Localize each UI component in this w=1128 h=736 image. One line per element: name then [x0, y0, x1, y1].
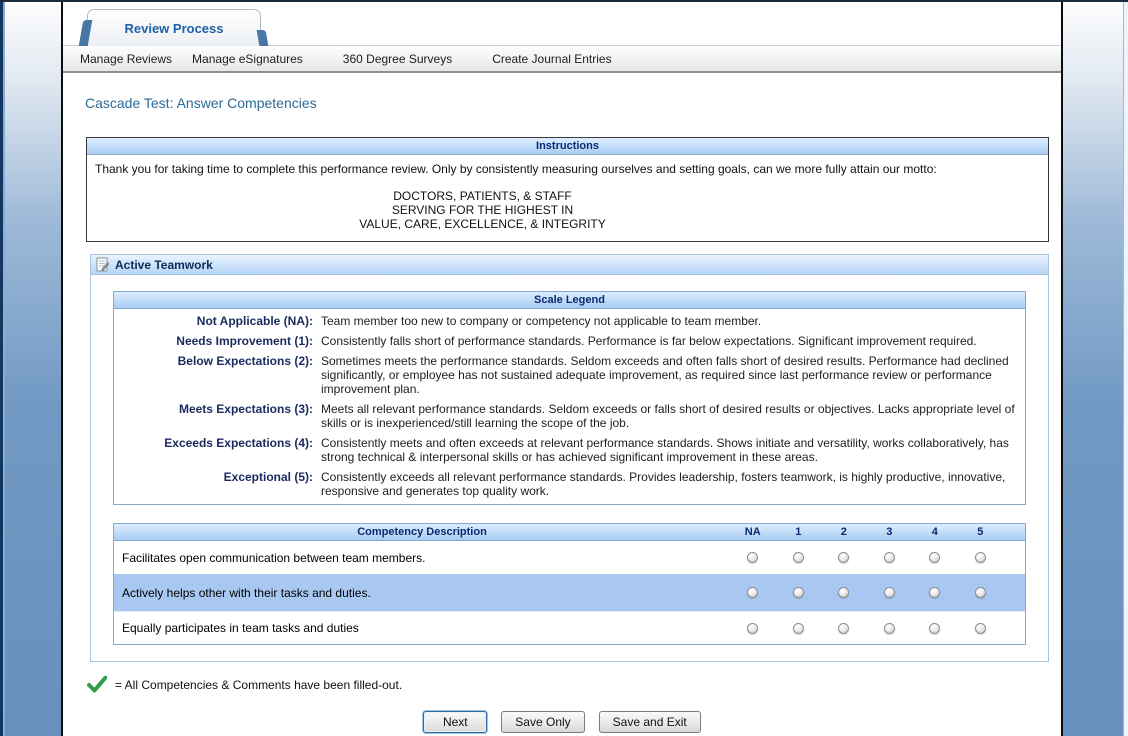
legend-label: Meets Expectations (3): [178, 402, 313, 416]
legend-label: Exceptional (5): [223, 470, 313, 484]
legend-description: Team member too new to company or competency not applicable to team member. [321, 314, 762, 328]
main-content-area [61, 2, 1063, 736]
rating-radio-5[interactable] [975, 623, 986, 634]
competency-description-header: Competency Description [357, 526, 487, 538]
menu-item-360-degree-surveys[interactable]: 360 Degree Surveys [342, 51, 453, 66]
rating-radio-4[interactable] [929, 587, 940, 598]
rating-header-3: 3 [886, 526, 893, 538]
next-button[interactable]: Next [423, 711, 487, 733]
instructions-header: Instructions [87, 138, 1048, 155]
motto-line: VALUE, CARE, EXCELLENCE, & INTEGRITY [359, 217, 606, 231]
completion-legend-text: = All Competencies & Comments have been filled-out. [115, 677, 403, 692]
competency-description: Facilitates open communication between team members. [122, 550, 426, 565]
save-only-button[interactable]: Save Only [501, 711, 584, 733]
rating-radio-4[interactable] [929, 552, 940, 563]
rating-radio-na[interactable] [747, 587, 758, 598]
legend-description: Consistently falls short of performance standards. Performance is far below expectations. Significant improvement required. [321, 334, 977, 348]
legend-row [114, 399, 1025, 433]
instructions-body [87, 155, 1048, 241]
rating-radio-5[interactable] [975, 552, 986, 563]
completion-legend [87, 676, 1061, 693]
legend-label: Exceeds Expectations (4): [164, 436, 313, 450]
rating-radio-2[interactable] [838, 552, 849, 563]
legend-row [114, 311, 1025, 331]
competency-table [113, 523, 1026, 645]
scale-legend-box [113, 291, 1026, 505]
rating-radio-3[interactable] [884, 587, 895, 598]
scale-legend-rows [114, 309, 1025, 504]
window-top-border [0, 0, 1128, 2]
rating-radio-na[interactable] [747, 552, 758, 563]
menu-bar [63, 45, 1061, 73]
competency-row [114, 611, 1025, 644]
tab-bar [63, 2, 1061, 45]
legend-row [114, 351, 1025, 399]
rating-radio-na[interactable] [747, 623, 758, 634]
save-and-exit-button[interactable]: Save and Exit [599, 711, 701, 733]
rating-radio-3[interactable] [884, 623, 895, 634]
left-side-strip [0, 2, 61, 736]
rating-radio-5[interactable] [975, 587, 986, 598]
motto-line: DOCTORS, PATIENTS, & STAFF [393, 189, 572, 203]
motto-block [95, 189, 1040, 231]
rating-radio-2[interactable] [838, 587, 849, 598]
notepad-icon [96, 257, 109, 272]
rating-header-na: NA [744, 526, 761, 538]
competency-table-header [114, 524, 1025, 541]
rating-header-4: 4 [931, 526, 938, 538]
section-title: Active Teamwork [115, 257, 213, 272]
rating-radio-1[interactable] [793, 623, 804, 634]
section-header-active-teamwork [91, 254, 1048, 275]
rating-radio-3[interactable] [884, 552, 895, 563]
competency-row [114, 541, 1025, 574]
legend-label: Needs Improvement (1): [176, 334, 313, 348]
menu-item-manage-esignatures[interactable]: Manage eSignatures [192, 51, 303, 66]
legend-label: Not Applicable (NA): [196, 314, 313, 328]
legend-description: Meets all relevant performance standards. Seldom exceeds or falls short of desired results or objectives. Lacks appropriate level of skills or is inexperienced/still learning the scope of the job. [321, 402, 1015, 430]
rating-radios [730, 587, 1003, 598]
section-body [91, 275, 1048, 661]
tab-review-process[interactable]: Review Process [87, 9, 261, 46]
rating-radio-1[interactable] [793, 587, 804, 598]
green-checkmark-icon [87, 676, 107, 693]
rating-radios [730, 623, 1003, 634]
legend-row [114, 467, 1025, 501]
menu-item-create-journal-entries[interactable]: Create Journal Entries [492, 51, 612, 66]
legend-description: Consistently exceeds all relevant performance standards. Provides leadership, fosters teamwork, is highly productive, innovative, responsive and generates top quality work. [321, 470, 1006, 498]
legend-description: Consistently meets and often exceeds at relevant performance standards. Shows initiate and versatility, works collaboratively, has strong technical & interpersonal skills or has achieved significant improvement in these areas. [321, 436, 1009, 464]
legend-description: Sometimes meets the performance standards. Seldom exceeds and often falls short of desired results. Performance had declined significantly, or employee has not sustained adequate improvement, as required since last performance review or performance improvement plan. [321, 354, 1009, 396]
instructions-box [86, 137, 1049, 242]
legend-label: Below Expectations (2): [177, 354, 313, 368]
rating-header-5: 5 [977, 526, 984, 538]
action-buttons [63, 711, 1061, 733]
page-title: Cascade Test: Answer Competencies [85, 95, 317, 111]
rating-radio-1[interactable] [793, 552, 804, 563]
instructions-intro-text: Thank you for taking time to complete this performance review. Only by consistently measuring ourselves and setting goals, can we more fully attain our motto: [95, 162, 937, 176]
rating-column-headers [730, 526, 1003, 538]
rating-radio-4[interactable] [929, 623, 940, 634]
competency-description: Actively helps other with their tasks and duties. [122, 585, 371, 600]
menu-item-manage-reviews[interactable]: Manage Reviews [80, 51, 173, 66]
motto-line: SERVING FOR THE HIGHEST IN [391, 203, 574, 217]
scale-legend-header: Scale Legend [114, 292, 1025, 309]
competency-section-panel [90, 254, 1049, 662]
competency-row [114, 574, 1025, 611]
rating-radio-2[interactable] [838, 623, 849, 634]
legend-row [114, 433, 1025, 467]
right-side-strip [1063, 2, 1128, 736]
rating-header-2: 2 [840, 526, 847, 538]
legend-row [114, 331, 1025, 351]
competency-description: Equally participates in team tasks and duties [122, 621, 359, 635]
rating-radios [730, 552, 1003, 563]
rating-header-1: 1 [795, 526, 802, 538]
